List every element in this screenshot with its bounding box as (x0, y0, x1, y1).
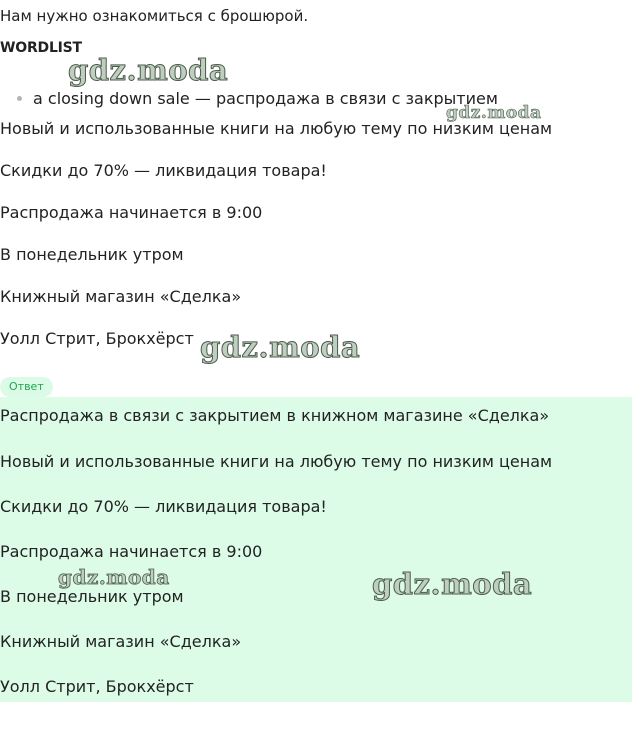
watermark: gdz.moda (58, 565, 170, 589)
brochure-line: Книжный магазин «Сделка» (0, 287, 242, 306)
answer-line: В понедельник утром (0, 587, 184, 606)
brochure-line: Новый и использованные книги на любую тему по низким ценам (0, 119, 553, 138)
answer-line: Новый и использованные книги на любую тему по низким ценам (0, 452, 553, 471)
brochure-line: В понедельник утром (0, 245, 184, 264)
answer-line: Книжный магазин «Сделка» (0, 632, 242, 651)
brochure-line: Уолл Стрит, Брокхёрст (0, 329, 194, 348)
answer-line: Скидки до 70% — ликвидация товара! (0, 497, 327, 516)
watermark: gdz.moda (372, 567, 533, 601)
answer-line: Распродажа начинается в 9:00 (0, 542, 263, 561)
bullet-icon (17, 96, 22, 101)
wordlist-item-text: a closing down sale — распродажа в связи с закрытием (33, 89, 498, 108)
wordlist-heading: WORDLIST (0, 40, 82, 56)
brochure-line: Скидки до 70% — ликвидация товара! (0, 161, 327, 180)
brochure-line: Распродажа начинается в 9:00 (0, 203, 263, 222)
wordlist-item (17, 89, 498, 108)
answer-line: Распродажа в связи с закрытием в книжном магазине «Сделка» (0, 406, 550, 425)
watermark: gdz.moda (200, 330, 361, 364)
intro-text: Нам нужно ознакомиться с брошюрой. (0, 7, 309, 25)
answer-line: Уолл Стрит, Брокхёрст (0, 677, 194, 696)
answer-badge: Ответ (0, 377, 53, 397)
watermark: gdz.moda (446, 103, 542, 123)
watermark: gdz.moda (68, 53, 229, 87)
